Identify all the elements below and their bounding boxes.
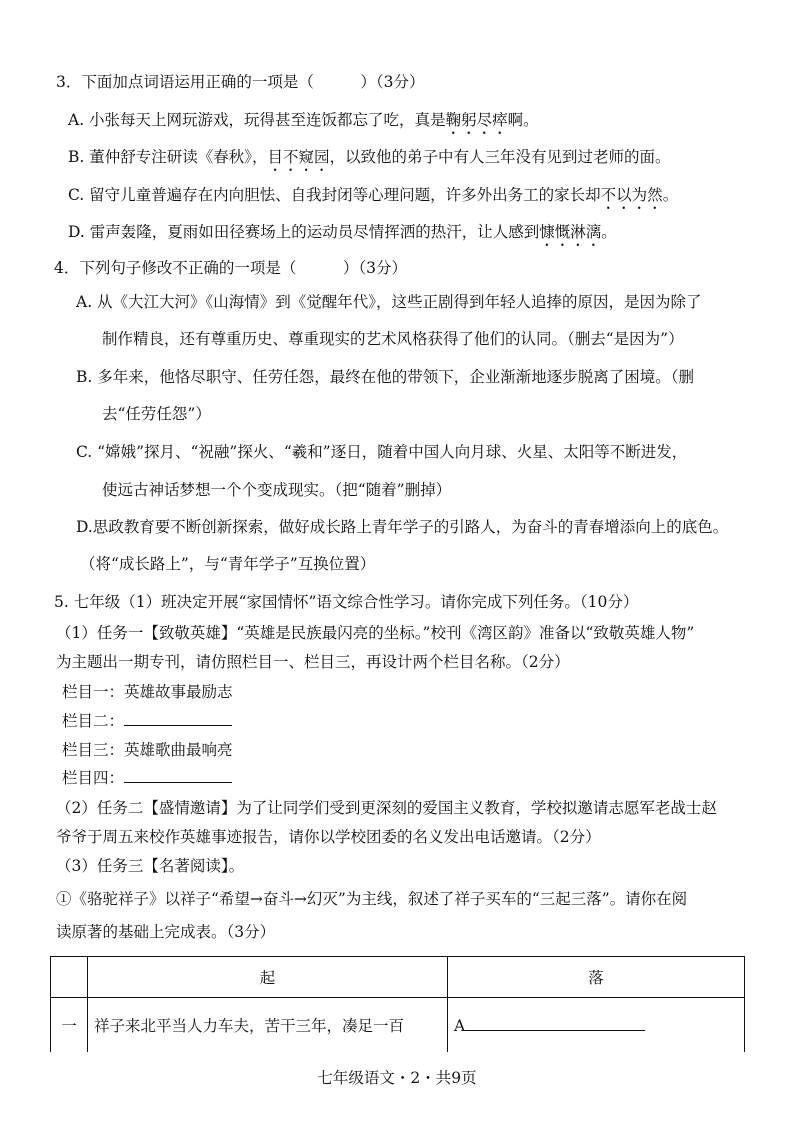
reading-line1: ①《骆驼祥子》以祥子“希望→奋斗→幻灭”为主线，叙述了祥子买车的“三起三落”。请你在阅: [56, 890, 688, 908]
column-3: 栏目三：英雄歌曲最响亮: [62, 741, 233, 759]
q4-stem: 4．下列句子修改不正确的一项是（ ）（3分）: [54, 259, 407, 277]
rise-cell: 祥子来北平当人力车夫，苦干三年，凑足一百: [88, 998, 448, 1053]
q4-option-a-line1: A. 从《大江大河》《山海情》到《觉醒年代》，这些正剧得到年轻人追捧的原因，是因为除了: [76, 293, 702, 311]
answer-blank[interactable]: [124, 768, 232, 783]
emphasis-word: 鞠躬尽瘁: [445, 111, 508, 129]
table-header-fall: 落: [448, 957, 745, 998]
task3-heading: （3）任务三【名著阅读】。: [56, 857, 245, 875]
table-header-cell: [51, 957, 88, 998]
fall-cell: A: [448, 998, 745, 1053]
q5-stem: 5. 七年级（1）班决定开展“家国情怀”语文综合性学习。请你完成下列任务。（10分）: [54, 593, 639, 611]
q4-option-d-line2: （将“成长路上”，与“青年学子”互换位置）: [80, 555, 376, 573]
answer-blank[interactable]: [465, 1016, 645, 1031]
table-header-row: [51, 957, 745, 998]
q3-option-d: D. 雷声轰隆，夏雨如田径赛场上的运动员尽情挥洒的热汗，让人感到慷慨淋漓。: [68, 223, 617, 241]
emphasis-word: 目不窥园: [267, 148, 330, 166]
answer-blank[interactable]: [124, 711, 232, 726]
emphasis-word: 慷慨淋漓: [539, 223, 602, 241]
page-footer: 七年级语文・2・共9页: [317, 1069, 477, 1087]
table-header-rise: 起: [88, 957, 448, 998]
task1-line1: （1）任务一【致敬英雄】“英雄是民族最闪亮的坐标。”校刊《湾区韵》准备以“致敬英雄人物”: [56, 624, 695, 642]
q3-option-b: B. 董仲舒专注研读《春秋》，目不窥园，以致他的弟子中有人三年没有见到过老师的面。: [68, 148, 671, 166]
task1-line2: 为主题出一期专刊，请仿照栏目一、栏目三，再设计两个栏目名称。（2分）: [56, 653, 570, 671]
task2-line2: 爷爷于周五来校作英雄事迹报告，请你以学校团委的名义发出电话邀请。（2分）: [56, 828, 601, 846]
task2-line1: （2）任务二【盛情邀请】为了让同学们受到更深刻的爱国主义教育，学校拟邀请志愿军老战士赵: [56, 799, 717, 817]
table-row: [51, 998, 745, 1053]
q4-option-c-line2: 使远古神话梦想一个个变成现实。（把“随着”删掉）: [102, 481, 452, 499]
q4-option-c-line1: C. “嫦娥”探月、“祝融”探火、“羲和”逐日，随着中国人向月球、火星、太阳等不断进发，: [76, 443, 688, 461]
q4-option-b-line1: B. 多年来，他恪尽职守、任劳任怨，最终在他的带领下，企业渐渐地逐步脱离了困境。（删: [76, 368, 694, 386]
reading-line2: 读原著的基础上完成表。（3分）: [56, 923, 276, 941]
column-1: 栏目一：英雄故事最励志: [62, 683, 233, 701]
q3-option-a: A. 小张每天上网玩游戏，玩得甚至连饭都忘了吃，真是鞠躬尽瘁啊。: [68, 111, 539, 129]
q3-option-c: C. 留守儿童普遍存在内向胆怯、自我封闭等心理问题，许多外出务工的家长却不以为然。: [68, 186, 679, 204]
rise-fall-table: [50, 956, 745, 1052]
q4-option-b-line2: 去“任劳任怨”）: [102, 405, 211, 423]
q4-option-d-line1: D.思政教育要不断创新探索，做好成长路上青年学子的引路人，为奋斗的青春增添向上的底色。: [76, 518, 729, 536]
column-2: 栏目二：: [62, 709, 232, 731]
emphasis-word: 不以为然: [600, 186, 663, 204]
row-number: 一: [51, 998, 88, 1053]
q3-stem: 3．下面加点词语运用正确的一项是（ ）（3分）: [56, 73, 425, 91]
q4-option-a-line2: 制作精良，还有尊重历史、尊重现实的艺术风格获得了他们的认同。（删去“是因为”）: [102, 330, 684, 348]
column-4: 栏目四：: [62, 766, 232, 788]
